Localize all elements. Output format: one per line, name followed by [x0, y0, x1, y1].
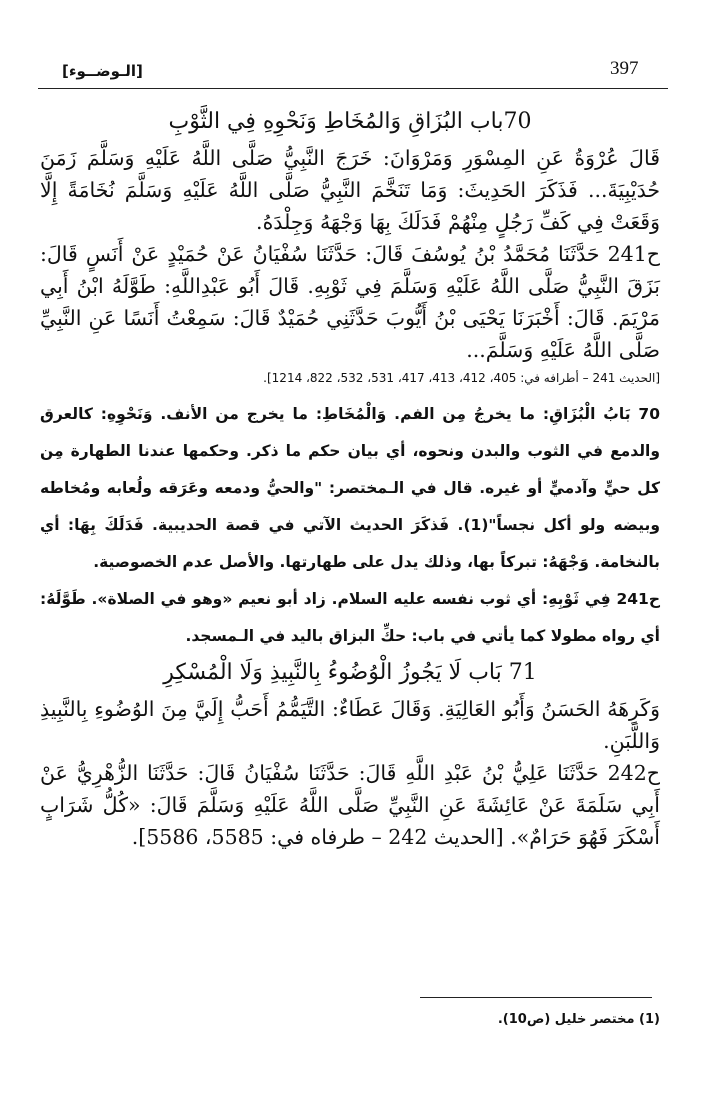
page-number: 397: [610, 58, 639, 79]
hadith-paragraph: ح242 حَدَّثَنَا عَلِيُّ بْنُ عَبْدِ اللَّهِ قَالَ: حَدَّثَنَا سُفْيَانُ قَالَ: حَدَّثَنَا الزُّهْرِيُّ عَنْ أَبِي سَلَمَةَ عَنْ عَائِشَةَ عَنِ النَّبِيِّ صَلَّى اللَّهُ عَلَيْهِ وَسَلَّمَ قَالَ: «كُلُّ شَرَابٍ أَسْكَرَ فَهُوَ حَرَامٌ». [الحديث 242 – طرفاه في: 5585، 5586].: [40, 761, 660, 849]
chapter-title: 71 بَاب لَا يَجُوزُ الْوُضُوءُ بِالنَّبِيذِ وَلَا الْمُسْكِرِ: [163, 660, 537, 685]
header-rule: [38, 88, 668, 89]
hadith-paragraph: قَالَ عُرْوَةُ عَنِ المِسْوَرِ وَمَرْوَانَ: خَرَجَ النَّبِيُّ صَلَّى اللَّهُ عَلَيْهِ وَسَلَّمَ زَمَنَ حُدَيْبِيَةَ... فَذَكَرَ الحَدِيثَ: وَمَا تَنَخَّمَ النَّبِيُّ صَلَّى اللَّهُ عَلَيْهِ وَسَلَّمَ نُخَامَةً إِلَّا وَقَعَتْ فِي كَفِّ رَجُلٍ مِنْهُمْ فَدَلَكَ بِهَا وَجْهَهُ وَجِلْدَهُ.: [40, 146, 660, 234]
hadith-reference: [الحديث 241 – أطرافه في: 405، 412، 413، 417، 531، 532، 822، 1214].: [263, 371, 660, 385]
footnote-rule: [420, 997, 652, 998]
hadith-paragraph: ح241 حَدَّثَنَا مُحَمَّدُ بْنُ يُوسُفَ قَالَ: حَدَّثَنَا سُفْيَانُ عَنْ حُمَيْدٍ عَنْ أَنَسٍ قَالَ: بَزَقَ النَّبِيُّ صَلَّى اللَّهُ عَلَيْهِ وَسَلَّمَ فِي ثَوْبِهِ. قَالَ أَبُو عَبْدِاللَّهِ: طَوَّلَهُ ابْنُ أَبِي مَرْيَمَ. قَالَ: أَخْبَرَنَا يَحْيَى بْنُ أَيُّوبَ حَدَّثَنِي حُمَيْدٌ قَالَ: سَمِعْتُ أَنَسًا عَنِ النَّبِيِّ صَلَّى اللَّهُ عَلَيْهِ وَسَلَّمَ...: [40, 242, 660, 362]
chapter-title: 70باب البُزَاقِ وَالمُخَاطِ وَنَحْوِهِ فِي الثَّوْبِ: [168, 109, 532, 134]
page-header: [22, 58, 681, 84]
section-label: [الـوضــوء]: [62, 62, 143, 80]
footnote: (1) مختصر خليل (ص10).: [497, 1012, 660, 1027]
commentary-paragraph: 70 بَابُ الْبُزَاقِ: ما يخرجُ مِن الفم. وَالْمُخَاطِ: ما يخرج من الأنف. وَنَحْوِهِ: كالعرق والدمع في الثوب والبدن ونحوه، أي بيان حكم ما ذكر. وحكمها عندنا الطهارة مِن كل حيٍّ وآدميٍّ أو غيره. قال في الـمختصر: "والحيُّ ودمعه وعَرَقه ولُعابه ومُخاطه وبيضه ولو أكل نجساً"(1). فَذكَرَ الحديث الآتي في قصة الحديبية. فَدَلَكَ بِهَا: أي بالنخامة. وَجْهَهُ: تبركاً بها، وذلك يدل على طهارتها. والأصل عدم الخصوصية.: [40, 405, 660, 571]
page-body: [40, 104, 660, 853]
hadith-paragraph: وَكَرِهَهُ الحَسَنُ وَأَبُو العَالِيَةِ. وَقَالَ عَطَاءٌ: التَّيَمُّمُ أَحَبُّ إِلَيَّ مِنَ الوُضُوءِ بِالنَّبِيذِ وَاللَّبَنِ.: [40, 697, 660, 753]
commentary-paragraph: ح241 فِي ثَوْبِهِ: أي ثوب نفسه عليه السلام. زاد أبو نعيم «وهو في الصلاة». طَوَّلَهُ: أي رواه مطولا كما يأتي في باب: حكِّ البزاق باليد في الـمسجد.: [40, 590, 660, 645]
